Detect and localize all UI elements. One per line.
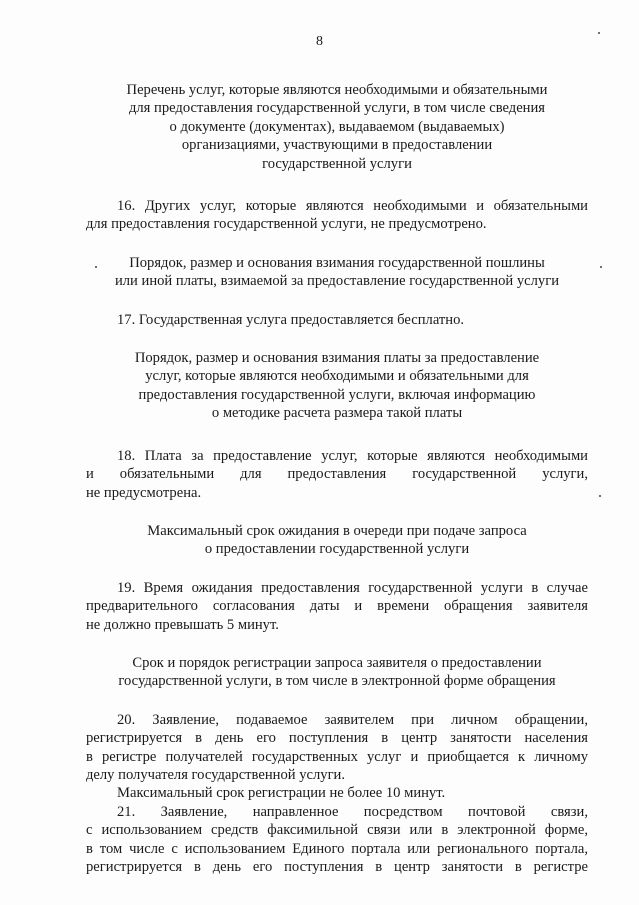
heading-line: Максимальный срок ожидания в очереди при подаче запроса	[147, 522, 527, 539]
heading-line: государственной услуги	[262, 155, 412, 172]
paragraph-line: 20. Заявление, подаваемое заявителем при личном обращении,	[117, 711, 588, 728]
heading-line: Срок и порядок регистрации запроса заявителя о предоставлении	[132, 654, 542, 671]
scan-speck	[600, 266, 602, 268]
section-heading-state-fee	[86, 254, 588, 291]
heading-line: услуг, которые являются необходимыми и обязательными для	[145, 368, 529, 385]
paragraph-line: регистрируется в день его поступления в центр занятости населения	[86, 730, 588, 747]
heading-line: для предоставления государственной услуги, в том числе сведения	[128, 100, 546, 117]
document-body	[86, 81, 588, 876]
heading-line: Порядок, размер и основания взимания платы за предоставление	[134, 350, 540, 367]
paragraph-line: не предусмотрена.	[86, 484, 202, 501]
heading-line: организациями, участвующими в предоставлении	[181, 137, 493, 154]
paragraph-20	[86, 711, 588, 785]
paragraph-17	[86, 311, 588, 329]
heading-line: Перечень услуг, которые являются необходимыми и обязательными	[126, 82, 548, 98]
paragraph-line: 17. Государственная услуга предоставляется бесплатно.	[117, 311, 465, 328]
heading-line: о предоставлении государственной услуги	[204, 541, 470, 558]
paragraph-line: с использованием средств факсимильной связи или в электронной форме,	[86, 822, 588, 839]
heading-line: или иной платы, взимаемой за предоставление государственной услуги	[114, 273, 560, 290]
paragraph-18	[86, 447, 588, 502]
heading-line: Порядок, размер и основания взимания государственной пошлины	[129, 254, 545, 271]
paragraph-line: 18. Плата за предоставление услуг, которые являются необходимыми	[117, 447, 588, 464]
heading-line: о документе (документах), выдаваемом (выдаваемых)	[169, 118, 505, 135]
paragraph-line: делу получателя государственной услуги.	[86, 766, 346, 783]
paragraph-line: предварительного согласования даты и времени обращения заявителя	[86, 598, 588, 615]
paragraph-line: Максимальный срок регистрации не более 10 минут.	[117, 785, 446, 802]
paragraph-line: 21. Заявление, направленное посредством почтовой связи,	[117, 803, 588, 820]
paragraph-line: не должно превышать 5 минут.	[86, 616, 279, 633]
scan-speck	[95, 266, 97, 268]
paragraph-19	[86, 579, 588, 634]
paragraph-20-registration-time	[86, 784, 588, 802]
scan-speck	[598, 32, 600, 34]
section-heading-required-services	[86, 81, 588, 173]
scan-speck	[599, 495, 601, 497]
section-heading-queue-time	[86, 522, 588, 559]
heading-line: государственной услуги, в том числе в электронной форме обращения	[118, 673, 556, 690]
paragraph-line: и обязательными для предоставления государственной услуги,	[86, 466, 588, 483]
paragraph-line: 19. Время ожидания предоставления государственной услуги в случае	[117, 579, 588, 596]
section-heading-registration	[86, 654, 588, 691]
paragraph-line: в том числе с использованием Единого портала или регионального портала,	[86, 840, 588, 857]
paragraph-16	[86, 197, 588, 234]
paragraph-line: для предоставления государственной услуги, не предусмотрено.	[86, 216, 487, 233]
paragraph-21	[86, 803, 588, 877]
section-heading-fee-for-required-services	[86, 349, 588, 423]
paragraph-line: регистрируется в день его поступления в центр занятости в регистре	[86, 859, 588, 875]
paragraph-line: 16. Других услуг, которые являются необходимыми и обязательными	[117, 198, 588, 215]
heading-line: о методике расчета размера такой платы	[211, 405, 463, 422]
paragraph-line: в регистре получателей государственных услуг и приобщается к личному	[86, 748, 588, 765]
page-number: 8	[316, 34, 323, 49]
heading-line: предоставления государственной услуги, включая информацию	[138, 386, 536, 403]
